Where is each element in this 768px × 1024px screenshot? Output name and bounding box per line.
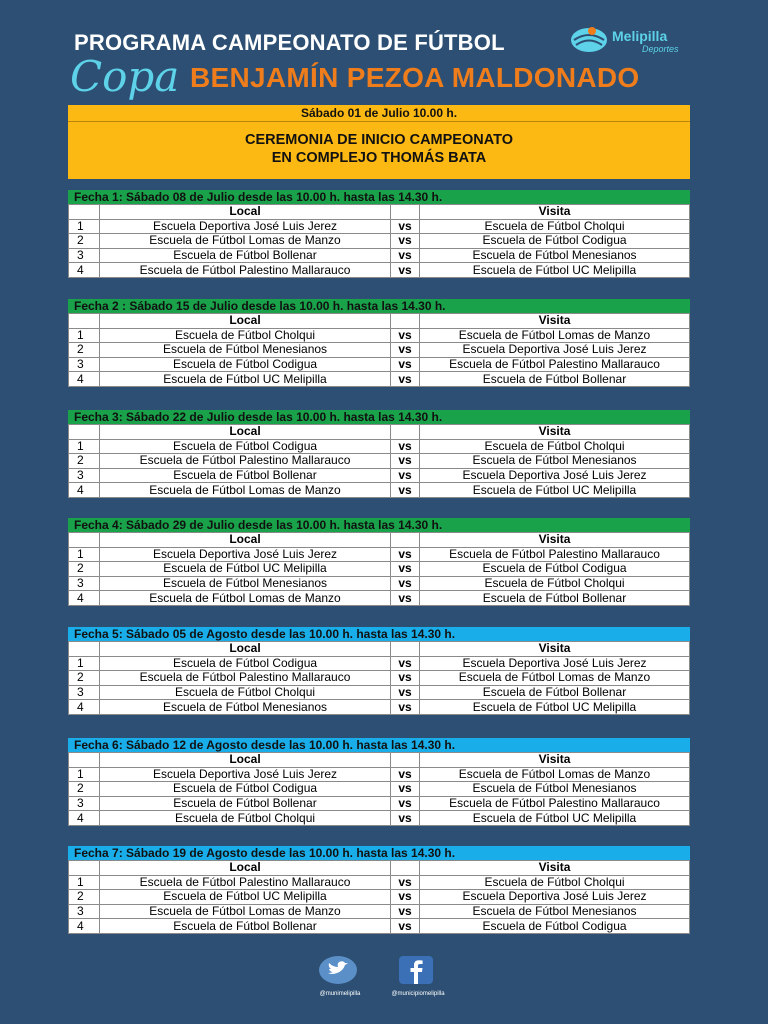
local-team: Escuela de Fútbol Bollenar <box>100 796 391 811</box>
facebook-link[interactable] <box>368 955 468 1005</box>
header-vs-cell <box>391 861 420 876</box>
header-number-cell <box>69 205 100 220</box>
match-number: 1 <box>69 439 100 454</box>
visiting-team: Escuela de Fútbol Bollenar <box>420 685 690 700</box>
table-row <box>69 234 690 249</box>
match-number: 3 <box>69 904 100 919</box>
table-row <box>69 700 690 715</box>
opening-line-1: CEREMONIA DE INICIO CAMPEONATO <box>245 132 513 148</box>
local-team: Escuela de Fútbol Bollenar <box>100 468 391 483</box>
versus-label: vs <box>391 904 420 919</box>
visiting-team: Escuela de Fútbol Bollenar <box>420 372 690 387</box>
fecha-block <box>68 518 690 606</box>
table-row <box>69 454 690 469</box>
table-row <box>69 439 690 454</box>
local-team: Escuela de Fútbol Menesianos <box>100 343 391 358</box>
twitter-handle: @munimelipilla <box>319 991 361 997</box>
header-visita: Visita <box>420 861 690 876</box>
local-team: Escuela de Fútbol Lomas de Manzo <box>100 483 391 498</box>
match-number: 1 <box>69 875 100 890</box>
match-number: 2 <box>69 234 100 249</box>
header-number-cell <box>69 425 100 440</box>
header-visita: Visita <box>420 642 690 657</box>
fecha-title: Fecha 7: Sábado 19 de Agosto desde las 10.00 h. hasta las 14.30 h. <box>68 846 690 860</box>
local-team: Escuela de Fútbol UC Melipilla <box>100 562 391 577</box>
header-number-cell <box>69 533 100 548</box>
match-number: 1 <box>69 328 100 343</box>
fecha-block <box>68 738 690 826</box>
twitter-icon <box>318 955 358 987</box>
versus-label: vs <box>391 219 420 234</box>
local-team: Escuela de Fútbol Cholqui <box>100 328 391 343</box>
visiting-team: Escuela de Fútbol Palestino Mallarauco <box>420 547 690 562</box>
header-visita: Visita <box>420 314 690 329</box>
visiting-team: Escuela de Fútbol Cholqui <box>420 576 690 591</box>
local-team: Escuela de Fútbol Bollenar <box>100 248 391 263</box>
visiting-team: Escuela de Fútbol Palestino Mallarauco <box>420 796 690 811</box>
local-team: Escuela de Fútbol Codigua <box>100 656 391 671</box>
match-number: 2 <box>69 890 100 905</box>
table-row <box>69 904 690 919</box>
header-local: Local <box>100 425 391 440</box>
versus-label: vs <box>391 468 420 483</box>
table-row <box>69 671 690 686</box>
versus-label: vs <box>391 248 420 263</box>
versus-label: vs <box>391 767 420 782</box>
fecha-title: Fecha 6: Sábado 12 de Agosto desde las 10.00 h. hasta las 14.30 h. <box>68 738 690 752</box>
cup-name: BENJAMÍN PEZOA MALDONADO <box>190 62 640 93</box>
visiting-team: Escuela de Fútbol Menesianos <box>420 454 690 469</box>
versus-label: vs <box>391 372 420 387</box>
header-vs-cell <box>391 425 420 440</box>
melipilla-deportes-logo <box>570 22 700 58</box>
visiting-team: Escuela Deportiva José Luis Jerez <box>420 468 690 483</box>
fecha-block <box>68 299 690 387</box>
fecha-block <box>68 410 690 498</box>
table-row <box>69 263 690 278</box>
visiting-team: Escuela de Fútbol UC Melipilla <box>420 700 690 715</box>
header-vs-cell <box>391 642 420 657</box>
visiting-team: Escuela de Fútbol Codigua <box>420 562 690 577</box>
local-team: Escuela de Fútbol UC Melipilla <box>100 890 391 905</box>
table-row <box>69 767 690 782</box>
versus-label: vs <box>391 263 420 278</box>
header-local: Local <box>100 861 391 876</box>
table-row <box>69 219 690 234</box>
local-team: Escuela de Fútbol Palestino Mallarauco <box>100 671 391 686</box>
match-number: 3 <box>69 685 100 700</box>
match-number: 4 <box>69 700 100 715</box>
match-number: 3 <box>69 576 100 591</box>
local-team: Escuela de Fútbol Palestino Mallarauco <box>100 263 391 278</box>
match-number: 4 <box>69 919 100 934</box>
table-row <box>69 591 690 606</box>
visiting-team: Escuela de Fútbol Menesianos <box>420 904 690 919</box>
table-row <box>69 343 690 358</box>
visiting-team: Escuela de Fútbol Codigua <box>420 234 690 249</box>
table-header-row <box>69 314 690 329</box>
header-vs-cell <box>391 205 420 220</box>
logo-subtitle: Deportes <box>642 44 679 54</box>
match-table <box>68 424 690 498</box>
table-row <box>69 576 690 591</box>
visiting-team: Escuela de Fútbol Lomas de Manzo <box>420 328 690 343</box>
versus-label: vs <box>391 811 420 826</box>
table-header-row <box>69 205 690 220</box>
table-header-row <box>69 642 690 657</box>
versus-label: vs <box>391 439 420 454</box>
fecha-title: Fecha 1: Sábado 08 de Julio desde las 10.00 h. hasta las 14.30 h. <box>68 190 690 204</box>
header-vs-cell <box>391 533 420 548</box>
table-header-row <box>69 861 690 876</box>
table-row <box>69 357 690 372</box>
header-local: Local <box>100 533 391 548</box>
visiting-team: Escuela de Fútbol Codigua <box>420 919 690 934</box>
visiting-team: Escuela de Fútbol UC Melipilla <box>420 811 690 826</box>
visiting-team: Escuela Deportiva José Luis Jerez <box>420 656 690 671</box>
match-number: 3 <box>69 468 100 483</box>
match-table <box>68 313 690 387</box>
header <box>0 0 768 100</box>
visiting-team: Escuela de Fútbol Menesianos <box>420 248 690 263</box>
visiting-team: Escuela Deportiva José Luis Jerez <box>420 890 690 905</box>
fecha-title: Fecha 3: Sábado 22 de Julio desde las 10.00 h. hasta las 14.30 h. <box>68 410 690 424</box>
versus-label: vs <box>391 591 420 606</box>
match-number: 4 <box>69 372 100 387</box>
opening-ceremony-box <box>68 105 690 179</box>
visiting-team: Escuela de Fútbol Bollenar <box>420 591 690 606</box>
local-team: Escuela de Fútbol Lomas de Manzo <box>100 904 391 919</box>
local-team: Escuela Deportiva José Luis Jerez <box>100 767 391 782</box>
header-visita: Visita <box>420 533 690 548</box>
versus-label: vs <box>391 700 420 715</box>
table-row <box>69 372 690 387</box>
table-row <box>69 685 690 700</box>
fecha-title: Fecha 2 : Sábado 15 de Julio desde las 10.00 h. hasta las 14.30 h. <box>68 299 690 313</box>
match-table <box>68 752 690 826</box>
fecha-title: Fecha 4: Sábado 29 de Julio desde las 10.00 h. hasta las 14.30 h. <box>68 518 690 532</box>
local-team: Escuela de Fútbol Menesianos <box>100 576 391 591</box>
match-number: 2 <box>69 454 100 469</box>
match-number: 1 <box>69 767 100 782</box>
versus-label: vs <box>391 483 420 498</box>
fecha-block <box>68 190 690 278</box>
versus-label: vs <box>391 454 420 469</box>
versus-label: vs <box>391 343 420 358</box>
visiting-team: Escuela Deportiva José Luis Jerez <box>420 343 690 358</box>
visiting-team: Escuela de Fútbol UC Melipilla <box>420 263 690 278</box>
local-team: Escuela Deportiva José Luis Jerez <box>100 219 391 234</box>
match-table <box>68 204 690 278</box>
match-table <box>68 860 690 934</box>
opening-line-2: EN COMPLEJO THOMÁS BATA <box>271 150 487 166</box>
match-number: 1 <box>69 547 100 562</box>
fecha-block <box>68 627 690 715</box>
header-local: Local <box>100 642 391 657</box>
versus-label: vs <box>391 890 420 905</box>
visiting-team: Escuela de Fútbol Menesianos <box>420 782 690 797</box>
header-vs-cell <box>391 314 420 329</box>
opening-date: Sábado 01 de Julio 10.00 h. <box>68 105 690 122</box>
versus-label: vs <box>391 671 420 686</box>
local-team: Escuela de Fútbol Codigua <box>100 357 391 372</box>
local-team: Escuela Deportiva José Luis Jerez <box>100 547 391 562</box>
facebook-icon <box>396 955 436 987</box>
visiting-team: Escuela de Fútbol Cholqui <box>420 219 690 234</box>
match-number: 3 <box>69 357 100 372</box>
fecha-block <box>68 846 690 934</box>
versus-label: vs <box>391 919 420 934</box>
local-team: Escuela de Fútbol Cholqui <box>100 811 391 826</box>
versus-label: vs <box>391 685 420 700</box>
header-number-cell <box>69 753 100 768</box>
local-team: Escuela de Fútbol Codigua <box>100 782 391 797</box>
versus-label: vs <box>391 656 420 671</box>
logo-icon <box>570 24 608 54</box>
local-team: Escuela de Fútbol Codigua <box>100 439 391 454</box>
versus-label: vs <box>391 357 420 372</box>
local-team: Escuela de Fútbol Menesianos <box>100 700 391 715</box>
fecha-title: Fecha 5: Sábado 05 de Agosto desde las 10.00 h. hasta las 14.30 h. <box>68 627 690 641</box>
table-row <box>69 875 690 890</box>
local-team: Escuela de Fútbol Lomas de Manzo <box>100 591 391 606</box>
local-team: Escuela de Fútbol Palestino Mallarauco <box>100 454 391 469</box>
match-number: 2 <box>69 671 100 686</box>
header-visita: Visita <box>420 425 690 440</box>
match-number: 2 <box>69 562 100 577</box>
table-row <box>69 562 690 577</box>
versus-label: vs <box>391 796 420 811</box>
match-number: 4 <box>69 483 100 498</box>
table-row <box>69 656 690 671</box>
local-team: Escuela de Fútbol Bollenar <box>100 919 391 934</box>
logo-text: Melipilla <box>612 28 668 44</box>
match-number: 4 <box>69 263 100 278</box>
header-visita: Visita <box>420 753 690 768</box>
table-row <box>69 919 690 934</box>
table-row <box>69 811 690 826</box>
header-visita: Visita <box>420 205 690 220</box>
opening-title <box>68 131 690 167</box>
versus-label: vs <box>391 875 420 890</box>
versus-label: vs <box>391 547 420 562</box>
table-row <box>69 796 690 811</box>
visiting-team: Escuela de Fútbol Lomas de Manzo <box>420 671 690 686</box>
local-team: Escuela de Fútbol Lomas de Manzo <box>100 234 391 249</box>
header-local: Local <box>100 753 391 768</box>
visiting-team: Escuela de Fútbol Lomas de Manzo <box>420 767 690 782</box>
table-row <box>69 782 690 797</box>
match-number: 1 <box>69 656 100 671</box>
match-number: 3 <box>69 248 100 263</box>
match-number: 4 <box>69 591 100 606</box>
header-local: Local <box>100 205 391 220</box>
table-row <box>69 483 690 498</box>
visiting-team: Escuela de Fútbol Cholqui <box>420 439 690 454</box>
versus-label: vs <box>391 234 420 249</box>
table-row <box>69 890 690 905</box>
table-row <box>69 328 690 343</box>
versus-label: vs <box>391 576 420 591</box>
table-header-row <box>69 753 690 768</box>
match-number: 1 <box>69 219 100 234</box>
header-vs-cell <box>391 753 420 768</box>
header-number-cell <box>69 642 100 657</box>
match-table <box>68 641 690 715</box>
table-header-row <box>69 533 690 548</box>
local-team: Escuela de Fútbol Cholqui <box>100 685 391 700</box>
header-number-cell <box>69 861 100 876</box>
header-number-cell <box>69 314 100 329</box>
table-row <box>69 547 690 562</box>
visiting-team: Escuela de Fútbol Cholqui <box>420 875 690 890</box>
table-header-row <box>69 425 690 440</box>
facebook-handle: @municipiomelipilla <box>391 991 445 997</box>
copa-script-title: Copa <box>70 52 180 101</box>
local-team: Escuela de Fútbol UC Melipilla <box>100 372 391 387</box>
visiting-team: Escuela de Fútbol Palestino Mallarauco <box>420 357 690 372</box>
program-title: PROGRAMA CAMPEONATO DE FÚTBOL <box>74 30 505 55</box>
match-number: 2 <box>69 343 100 358</box>
local-team: Escuela de Fútbol Palestino Mallarauco <box>100 875 391 890</box>
table-row <box>69 248 690 263</box>
versus-label: vs <box>391 782 420 797</box>
match-table <box>68 532 690 606</box>
header-local: Local <box>100 314 391 329</box>
match-number: 4 <box>69 811 100 826</box>
table-row <box>69 468 690 483</box>
versus-label: vs <box>391 328 420 343</box>
versus-label: vs <box>391 562 420 577</box>
match-number: 3 <box>69 796 100 811</box>
match-number: 2 <box>69 782 100 797</box>
visiting-team: Escuela de Fútbol UC Melipilla <box>420 483 690 498</box>
